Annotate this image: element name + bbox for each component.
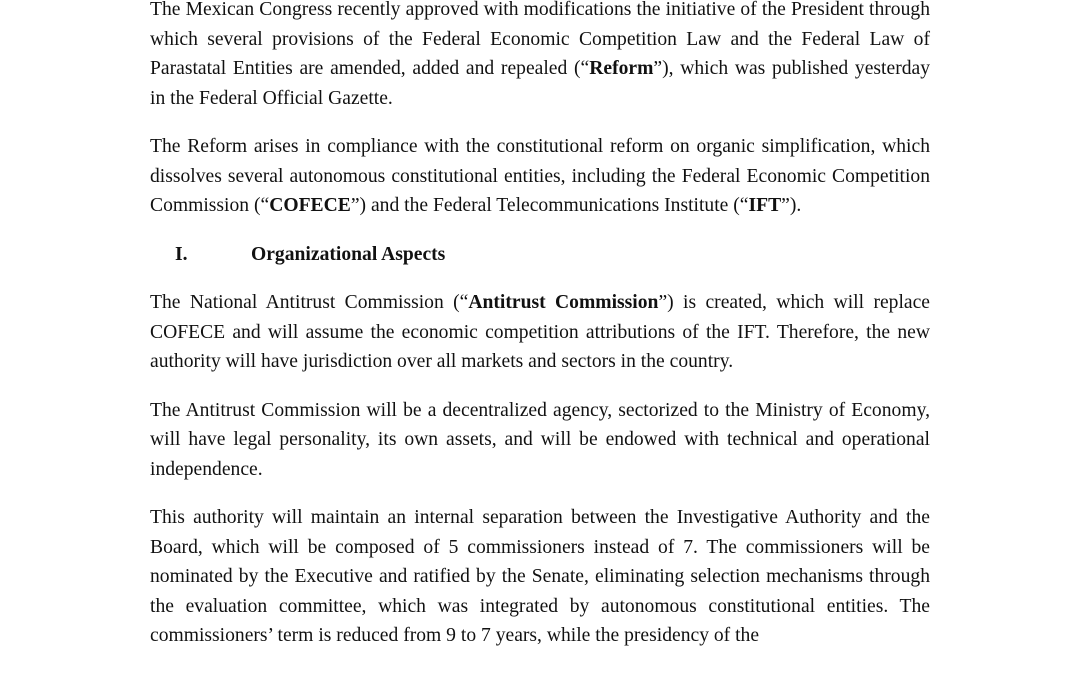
defined-term-ift: IFT [748,195,782,216]
paragraph-text: The Reform arises in compliance with the constitutional reform on organic simplification, which dissolves several autonomous constitutional entities, including the Federal Economic Competition Commission (“ [150,136,930,216]
paragraph-text: ”) is created, which will replace COFECE and will assume the economic competition attributions of the IFT. Therefore, the new authority will have jurisdiction over all markets and sectors in the country. [150,292,930,372]
defined-term-antitrust-commission: Antitrust Commission [468,292,659,313]
paragraph-reform-origin [150,132,930,221]
paragraph-text: ”), which was published yesterday in the Federal Official Gazette. [150,58,931,109]
paragraph-text: ”). [781,195,802,216]
document-page [150,0,930,670]
paragraph-decentralized-agency: The Antitrust Commission will be a decentralized agency, sectorized to the Ministry of Economy, will have legal personality, its own assets, and will be endowed with technical and operational independence. [150,399,930,480]
paragraph-antitrust-commission [150,288,930,377]
paragraph-internal-separation: This authority will maintain an internal separation between the Investigative Authority and the Board, which will be composed of 5 commissioners instead of 7. The commissioners will be nominated by the Executive and ratified by the Senate, eliminating selection mechanisms through the evaluation committee, which was integrated by autonomous constitutional entities. The commissioners’ term is reduced from 9 to 7 years, while the presidency of the [150,507,930,646]
section-heading [150,240,930,270]
defined-term-cofece: COFECE [269,195,351,216]
defined-term-reform: Reform [589,58,654,79]
section-number: I. [175,243,188,265]
paragraph-text: ”) and the Federal Telecommunications Institute (“ [350,195,749,216]
paragraph-text: The Mexican Congress recently approved with modifications the initiative of the President through which several provisions of the Federal Economic Competition Law and the Federal Law of Parastatal Entities are amended, added and repealed (“ [150,0,930,79]
paragraph-reform-intro [150,0,930,113]
section-title: Organizational Aspects [251,243,446,265]
paragraph-text: The National Antitrust Commission (“ [150,292,469,313]
